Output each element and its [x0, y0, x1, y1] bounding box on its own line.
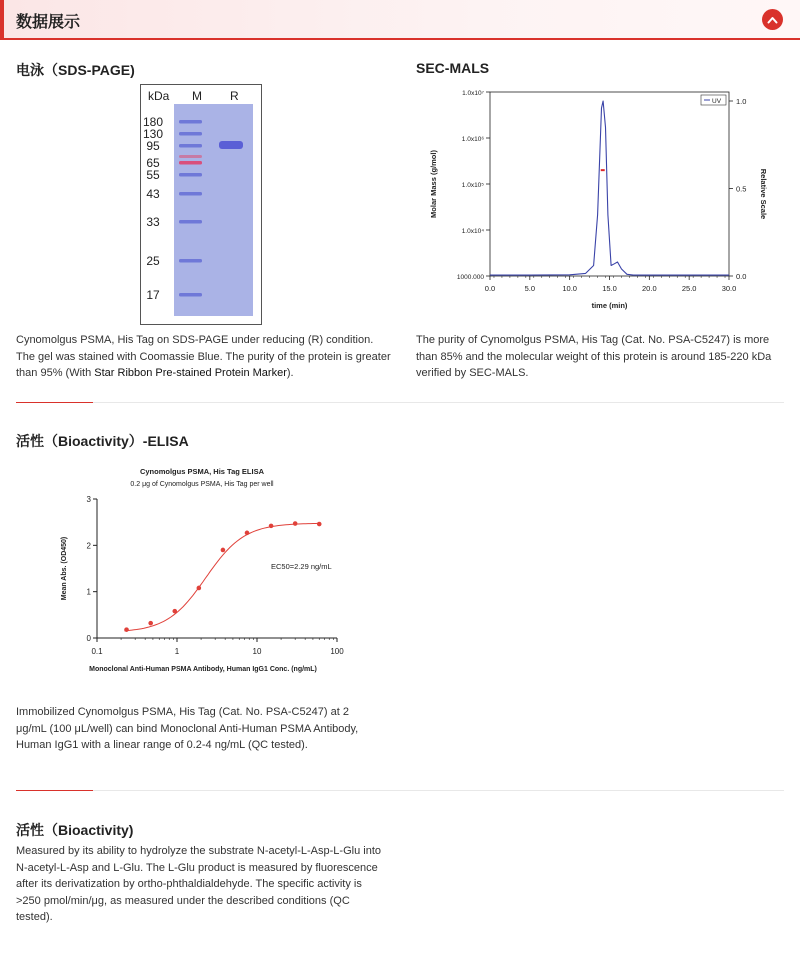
chevron-up-icon [767, 16, 778, 24]
sds-description [16, 332, 391, 382]
mals-x-tick-label: 0.0 [484, 284, 496, 293]
mals-y-tick-label: 1.0x10⁴ [461, 228, 484, 235]
elisa-data-point [317, 522, 322, 527]
elisa-y-axis-label: Mean Abs. (OD450) [61, 536, 68, 601]
bioactivity-description: Measured by its ability to hydrolyze the substrate N-acetyl-L-Asp-L-Glu into N-acetyl-L-Asp and L-Glu. The L-Glu product is measured by fluorescence after its derivatization by ortho-phthaldialdehyde. The specific activity is >250 pmol/min/μg, as measured under the described conditions (QC tested). [16, 845, 381, 923]
gel-label-r: R [230, 89, 239, 103]
elisa-data-point [124, 627, 129, 632]
elisa-y-tick-label: 0 [86, 634, 91, 643]
divider [16, 790, 784, 791]
elisa-description: Immobilized Cynomolgus PSMA, His Tag (Cat. No. PSA-C5247) at 2 μg/mL (100 μL/well) can bind Monoclonal Anti-Human PSMA Antibody, Human IgG1 with a linear range of 0.2-4 ng/mL (QC tested). [16, 706, 359, 751]
mals-y-tick-label: 1.0x10⁵ [461, 182, 484, 189]
elisa-data-point [148, 621, 153, 626]
marker-link[interactable]: Star Ribbon Pre-stained Protein Marker [94, 367, 287, 379]
elisa-fit-curve [124, 523, 320, 631]
section-header [0, 0, 800, 40]
gel-lane-area [174, 104, 253, 316]
mals-uv-trace [490, 101, 729, 275]
marker-label-130: 130 [142, 127, 164, 141]
header-title: 数据展示 [16, 14, 81, 31]
header-accent [0, 0, 4, 38]
elisa-y-tick-label: 2 [86, 541, 91, 551]
mals-y2-tick-label: 0.0 [736, 272, 747, 281]
sec-mals-chart [416, 84, 786, 324]
ec50-annotation: EC50=2.29 ng/mL [271, 562, 332, 571]
sds-desc-text: Cynomolgus PSMA, His Tag on SDS-PAGE under reducing (R) condition. The gel was stained with Coomassie Blue. The purity of the protein is greater than 95% (With [16, 334, 391, 379]
elisa-y-tick-label: 1 [86, 587, 91, 597]
sample-band [219, 141, 243, 149]
collapse-button[interactable] [762, 9, 783, 30]
mals-y-tick-label: 1.0x10⁷ [462, 90, 484, 97]
marker-label-17: 17 [146, 288, 160, 302]
marker-band-180 [179, 120, 202, 124]
mals-y-tick-label: 1000.000 [456, 274, 484, 281]
elisa-x-tick-label: 1 [174, 647, 180, 656]
elisa-chart [40, 458, 380, 684]
marker-band-17 [179, 293, 202, 297]
marker-band-43 [179, 192, 202, 196]
elisa-chart-subtitle: 0.2 μg of Cynomolgus PSMA, His Tag per well [130, 481, 274, 488]
mals-legend-label: UV [712, 98, 722, 105]
elisa-title: 活性（Bioactivity）-ELISA [16, 433, 189, 449]
elisa-data-point [245, 531, 250, 536]
marker-label-33: 33 [146, 215, 160, 229]
marker-band-130 [179, 132, 202, 136]
marker-band-55 [179, 173, 202, 177]
marker-band-25 [179, 259, 202, 263]
marker-label-180: 180 [142, 115, 164, 129]
mals-y2-tick-label: 1.0 [736, 97, 747, 106]
gel-label-m: M [192, 89, 202, 103]
mals-x-tick-label: 30.0 [721, 284, 737, 293]
mals-y2-tick-label: 0.5 [736, 184, 747, 194]
mals-x-tick-label: 5.0 [524, 284, 536, 293]
elisa-x-tick-label: 0.1 [91, 647, 103, 656]
mals-x-tick-label: 20.0 [642, 284, 657, 293]
marker-label-65: 65 [146, 156, 160, 170]
mals-y-axis-label: Molar Mass (g/mol) [429, 150, 438, 218]
elisa-data-point [269, 524, 274, 529]
marker-label-43: 43 [146, 187, 160, 201]
marker-band-33 [179, 220, 202, 224]
sds-desc-end: ). [286, 367, 294, 379]
elisa-x-tick-label: 10 [252, 647, 262, 656]
elisa-x-axis-label: Monoclonal Anti-Human PSMA Antibody, Human IgG1 Conc. (ng/mL) [89, 666, 317, 673]
marker-band-95 [179, 144, 202, 148]
marker-label-95: 95 [146, 139, 160, 153]
mals-description: The purity of Cynomolgus PSMA, His Tag (Cat. No. PSA-C5247) is more than 85% and the molecular weight of this protein is around 185-220 kDa verified by SEC-MALS. [416, 334, 772, 379]
marker-band-extra [179, 155, 202, 158]
mals-x-axis-label: time (min) [591, 301, 628, 310]
marker-band-65 [179, 161, 202, 165]
mals-y2-axis-label: Relative Scale [759, 168, 768, 220]
elisa-data-point [221, 548, 226, 553]
divider [16, 402, 784, 403]
elisa-data-point [293, 521, 298, 526]
elisa-chart-title: Cynomolgus PSMA, His Tag ELISA [139, 467, 265, 476]
bioactivity-title: 活性（Bioactivity) [16, 822, 134, 838]
gel-label-kda: kDa [148, 89, 170, 103]
marker-label-25: 25 [146, 254, 160, 268]
sds-gel-image [140, 84, 262, 325]
mals-x-tick-label: 10.0 [562, 284, 577, 293]
mals-y-tick-label: 1.0x10⁶ [461, 136, 484, 143]
elisa-data-point [197, 586, 202, 591]
elisa-y-tick-label: 3 [86, 495, 91, 504]
mals-x-tick-label: 25.0 [681, 284, 697, 293]
marker-label-55: 55 [146, 168, 160, 182]
elisa-data-point [172, 609, 177, 614]
elisa-x-tick-label: 100 [330, 647, 344, 656]
mals-x-tick-label: 15.0 [602, 284, 617, 293]
mals-title: SEC-MALS [416, 60, 490, 76]
sds-title: 电泳（SDS-PAGE) [16, 62, 135, 78]
